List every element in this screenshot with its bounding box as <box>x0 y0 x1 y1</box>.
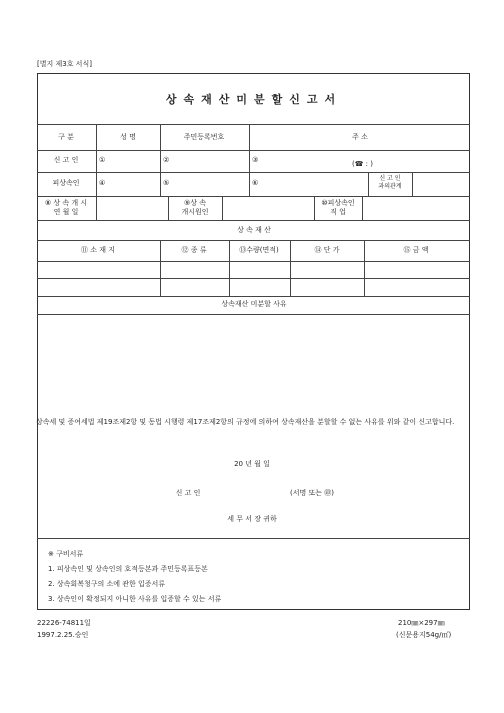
col-divider <box>229 240 230 296</box>
col-divider <box>96 124 97 196</box>
relation-label-2: 과의관계 <box>378 183 402 190</box>
field-num-6: ⑥ <box>252 179 259 187</box>
header-gubun: 구 분 <box>58 133 74 141</box>
signature-label: (서명 또는 ㊞) <box>290 489 334 497</box>
declaration-text: 상속세 및 증여세법 제19조제2항 및 동법 시행령 제17조제2항의 규정에 의하여 상속재산을 분할할 수 없는 사유를 위와 같이 신고합니다. <box>36 418 455 426</box>
col-divider <box>160 124 161 196</box>
col-divider <box>362 196 363 220</box>
property-col-quantity: ⑬수량(면적) <box>239 246 279 254</box>
date-line: 20 년 월 일 <box>234 460 270 468</box>
row-divider <box>37 220 470 221</box>
col-divider <box>168 196 169 220</box>
form-number-label: [별지 제3호 서식] <box>37 60 92 68</box>
footer-approval: 1997.2.25.승인 <box>37 631 89 639</box>
footer-paper: (신문용지54g/㎡) <box>396 631 452 639</box>
attachment-item: 1. 피상속인 및 상속인의 호적등본과 주민등록표등본 <box>48 565 208 573</box>
relation-label-1: 신 고 인 <box>379 175 401 182</box>
footer-code: 22226-74811일 <box>37 619 91 627</box>
cause-label-2: 개시원인 <box>181 208 209 216</box>
row-divider <box>37 172 470 173</box>
property-col-amount: ⑮ 금 액 <box>403 246 429 254</box>
form-frame <box>37 73 470 610</box>
addressee: 세 무 서 장 귀하 <box>227 515 277 523</box>
col-divider <box>160 240 161 296</box>
row-divider <box>37 150 470 151</box>
field-num-1: ① <box>99 156 106 164</box>
job-label-1: ⑩피상속인 <box>321 199 355 207</box>
attachment-item: 3. 상속인이 확정되지 아니한 사유를 입증할 수 있는 서류 <box>48 595 222 603</box>
header-name: 성 명 <box>120 133 136 141</box>
section-property-title: 상 속 재 산 <box>237 226 271 234</box>
col-divider <box>364 240 365 296</box>
field-num-4: ④ <box>99 179 106 187</box>
start-date-label-1: ⑧ 상 속 개 시 <box>44 199 88 207</box>
row-divider <box>37 314 470 315</box>
row-divider <box>37 538 470 539</box>
label-deceased: 피상속인 <box>52 179 80 187</box>
row-divider <box>37 196 470 197</box>
property-col-type: ⑫ 종 류 <box>181 246 207 254</box>
attachments-title: ※ 구비서류 <box>48 550 84 558</box>
col-divider <box>249 124 250 196</box>
col-divider <box>96 196 97 220</box>
phone-field: (☎ : ) <box>352 160 373 168</box>
row-divider <box>37 240 470 241</box>
cause-label-1: ⑨상 속 <box>183 199 207 207</box>
field-num-2: ② <box>163 156 170 164</box>
form-title: 상속재산미분할신고서 <box>165 93 343 106</box>
label-reporter: 신 고 인 <box>53 156 79 164</box>
col-divider <box>222 196 223 220</box>
property-col-location: ⑪ 소 재 지 <box>81 246 115 254</box>
attachment-item: 2. 상속회복청구의 소에 관한 입증서류 <box>48 580 166 588</box>
header-address: 주 소 <box>352 133 368 141</box>
footer-size: 210㎜×297㎜ <box>398 619 445 627</box>
property-col-unit-price: ⑭ 단 가 <box>314 246 340 254</box>
row-divider <box>37 278 470 279</box>
job-label-2: 직 업 <box>330 208 346 216</box>
col-divider <box>314 196 315 220</box>
row-divider <box>37 261 470 262</box>
start-date-label-2: 연 월 일 <box>53 208 79 216</box>
header-rrn: 주민등록번호 <box>183 133 225 141</box>
col-divider <box>290 240 291 296</box>
row-divider <box>37 124 470 125</box>
signer-label: 신 고 인 <box>175 489 201 497</box>
field-num-5: ⑤ <box>163 179 170 187</box>
field-num-3: ③ <box>252 156 259 164</box>
row-divider <box>37 296 470 297</box>
col-divider <box>368 172 369 196</box>
col-divider <box>412 172 413 196</box>
section-reason-title: 상속재산 미분할 사유 <box>221 300 287 308</box>
